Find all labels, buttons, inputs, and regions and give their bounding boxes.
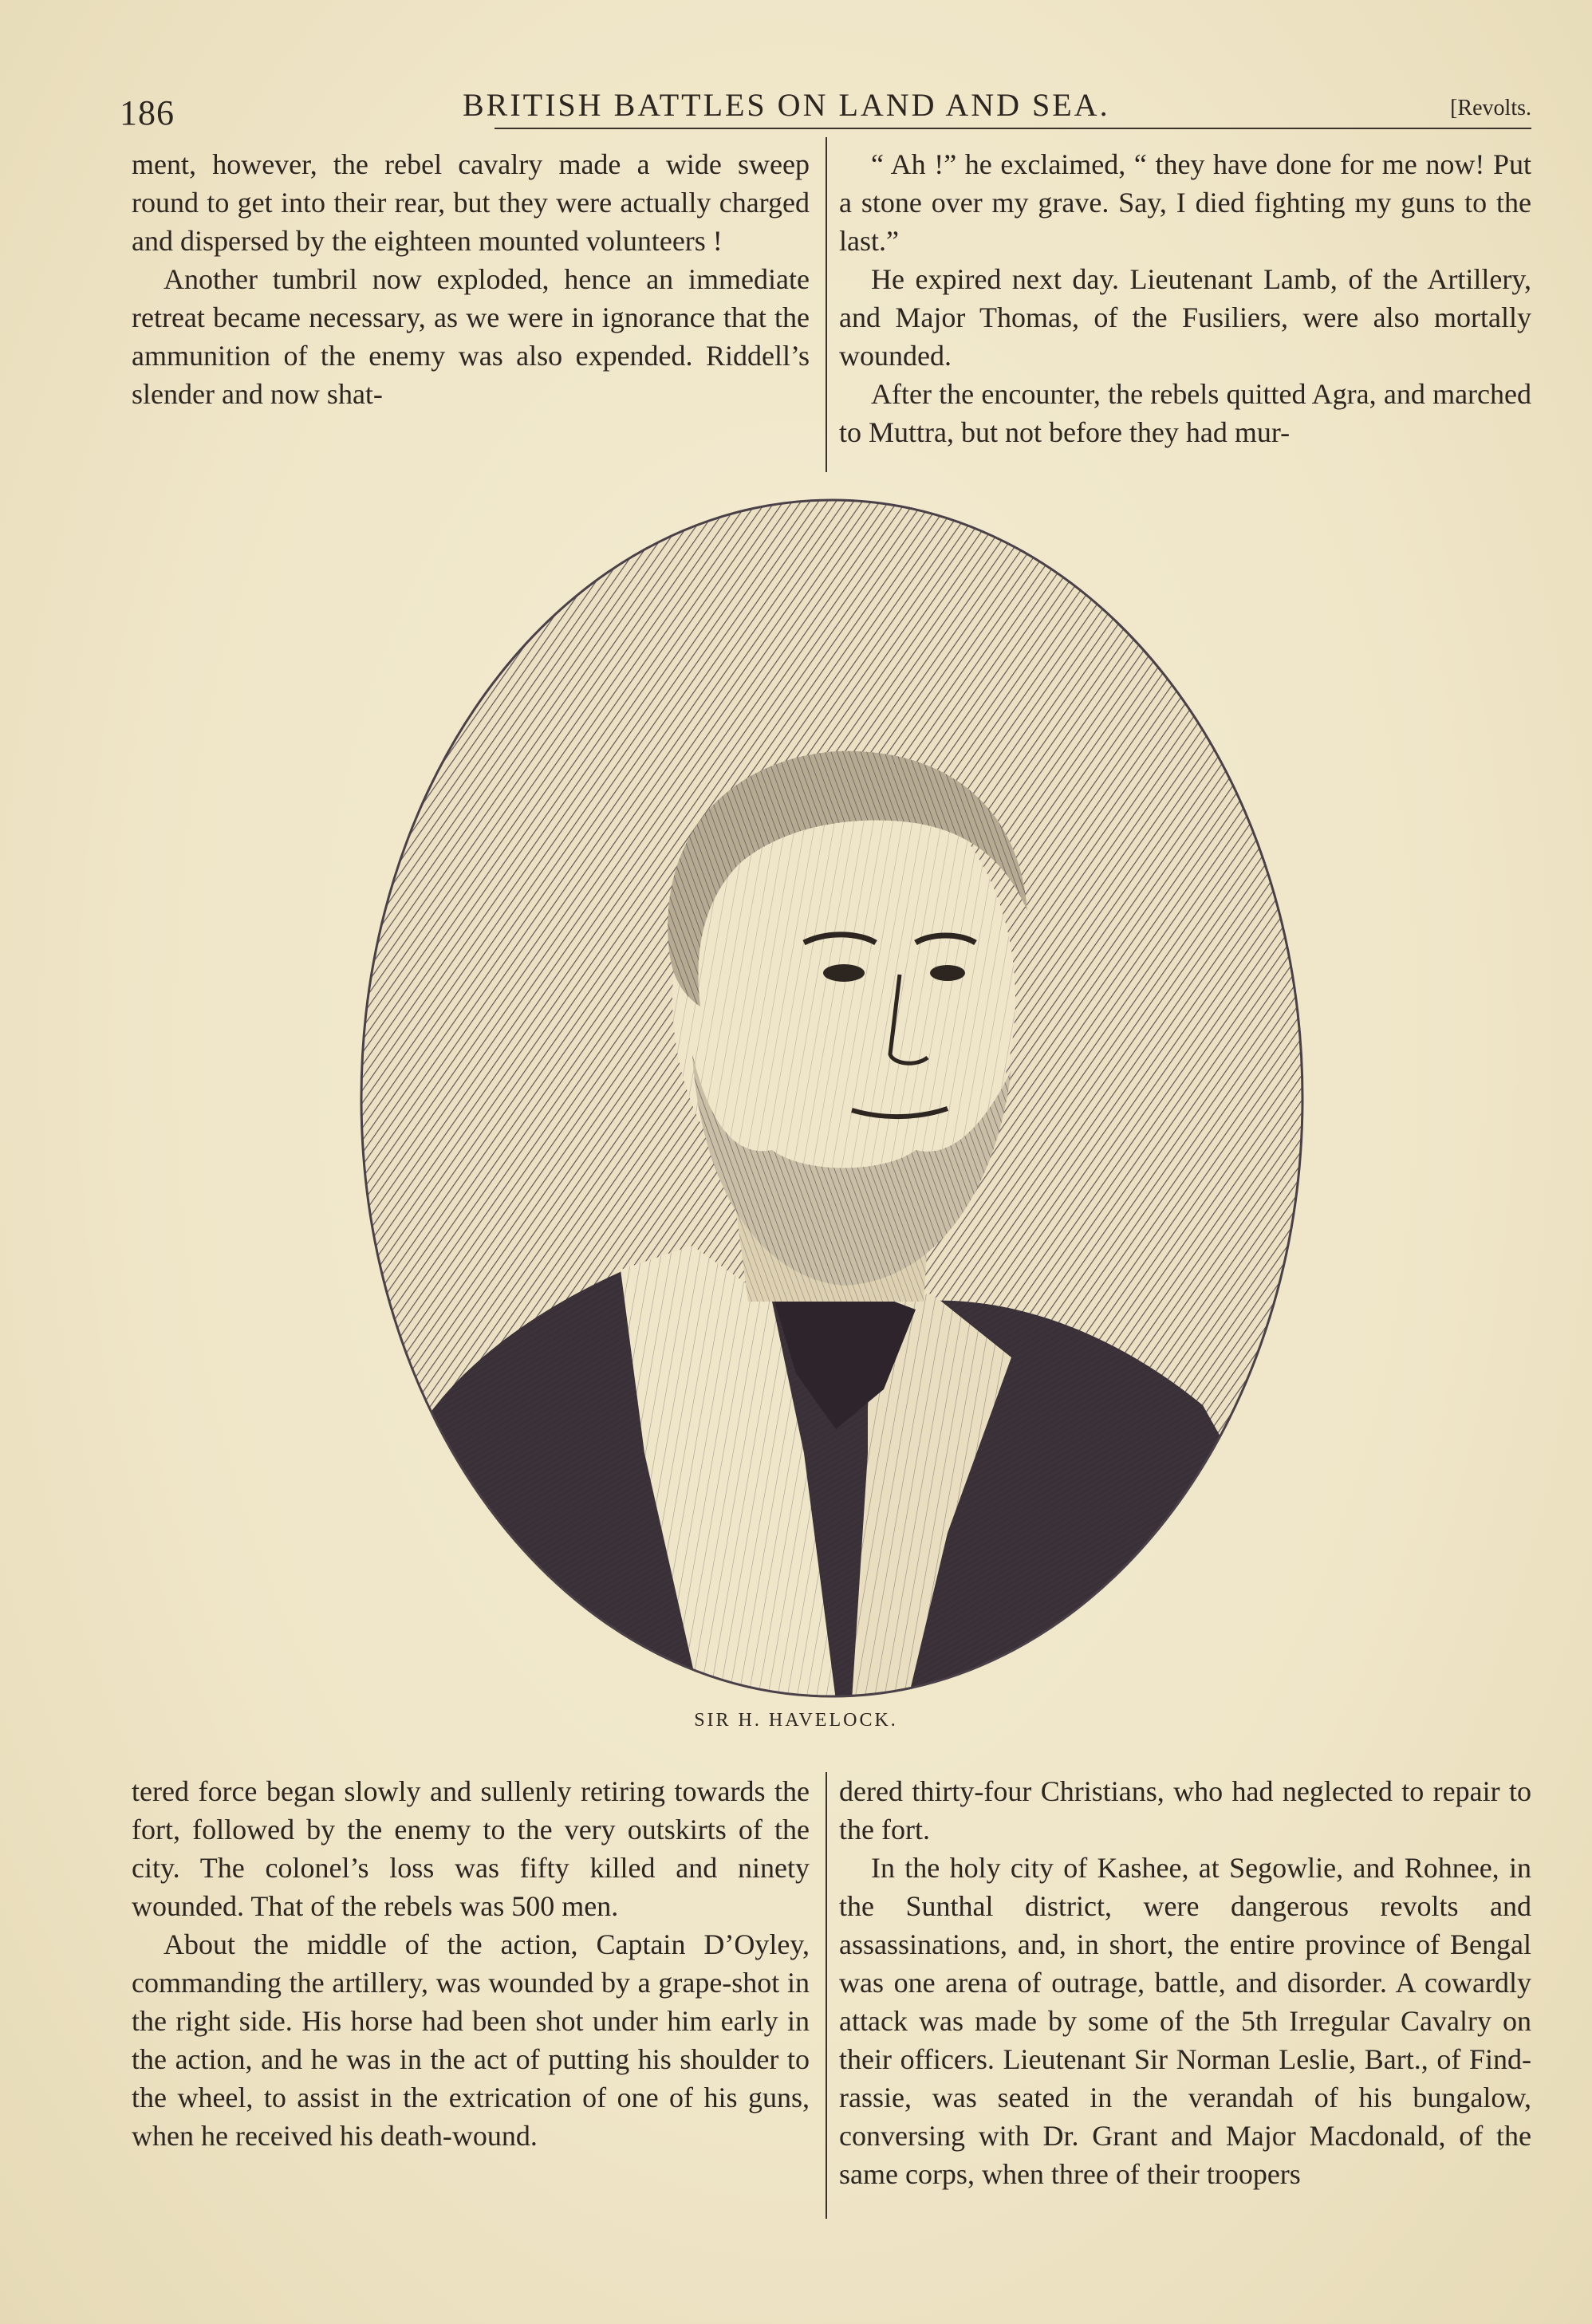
section-tag: [Revolts. bbox=[1450, 96, 1531, 120]
illustration-caption: SIR H. HAVELOCK. bbox=[694, 1710, 898, 1731]
header-rule bbox=[495, 128, 1531, 129]
text-column-top-right bbox=[839, 145, 1531, 451]
text-column-bottom-left bbox=[132, 1772, 810, 2155]
paragraph: Another tumbril now exploded, hence an immediate retreat became necessary, as we were in ignorance that the ammunition of the enemy was also expended. Riddell’s slender and now shat- bbox=[132, 263, 810, 410]
column-divider bbox=[826, 1772, 827, 2219]
portrait-engraving bbox=[357, 496, 1306, 1700]
paragraph: “ Ah !” he exclaimed, “ they have done for me now! Put a stone over my grave. Say, I died fighting my guns to the last.” bbox=[839, 148, 1531, 257]
running-title: BRITISH BATTLES ON LAND AND SEA. bbox=[463, 87, 1110, 123]
paragraph: dered thirty-four Christians, who had neglected to repair to the fort. bbox=[839, 1775, 1531, 1845]
paragraph: After the encounter, the rebels quitted Agra, and marched to Muttra, but not before they had mur- bbox=[839, 378, 1531, 448]
paragraph: ment, however, the rebel cavalry made a wide sweep round to get into their rear, but they were actually charged and dispersed by the eighteen mounted volunteers ! bbox=[132, 148, 810, 257]
column-divider bbox=[826, 137, 827, 472]
text-column-bottom-right bbox=[839, 1772, 1531, 2193]
paragraph: In the holy city of Kashee, at Segowlie, and Rohnee, in the Sunthal district, were dangerous revolts and assassinations, and, in short, the entire province of Bengal was one arena of outrage, battle, and disorder. A cowardly attack was made by some of the 5th Irregular Cavalry on their officers. Lieutenant Sir Norman Leslie, Bart., of Findrassie, was seated in the verandah of his bungalow, conversing with Dr. Grant and Major Macdonald, of the same corps, when three of their troopers bbox=[839, 1852, 1531, 2190]
page-header bbox=[120, 78, 1531, 131]
text-column-top-left bbox=[132, 145, 810, 413]
paragraph: About the middle of the action, Captain D’Oyley, commanding the artillery, was wounded by a grape-shot in the right side. His horse had been shot under him early in the action, and he was in the act of putting his shoulder to the wheel, to assist in the extrication of one of his guns, when he received his death-wound. bbox=[132, 1928, 810, 2152]
page-number: 186 bbox=[120, 93, 175, 132]
paragraph: He expired next day. Lieutenant Lamb, of the Artillery, and Major Thomas, of the Fusiliers, were also mortally wounded. bbox=[839, 263, 1531, 372]
paragraph: tered force began slowly and sullenly retiring towards the fort, followed by the enemy to the very outskirts of the city. The colonel’s loss was fifty killed and ninety wounded. That of the rebels was 500 men. bbox=[132, 1775, 810, 1922]
